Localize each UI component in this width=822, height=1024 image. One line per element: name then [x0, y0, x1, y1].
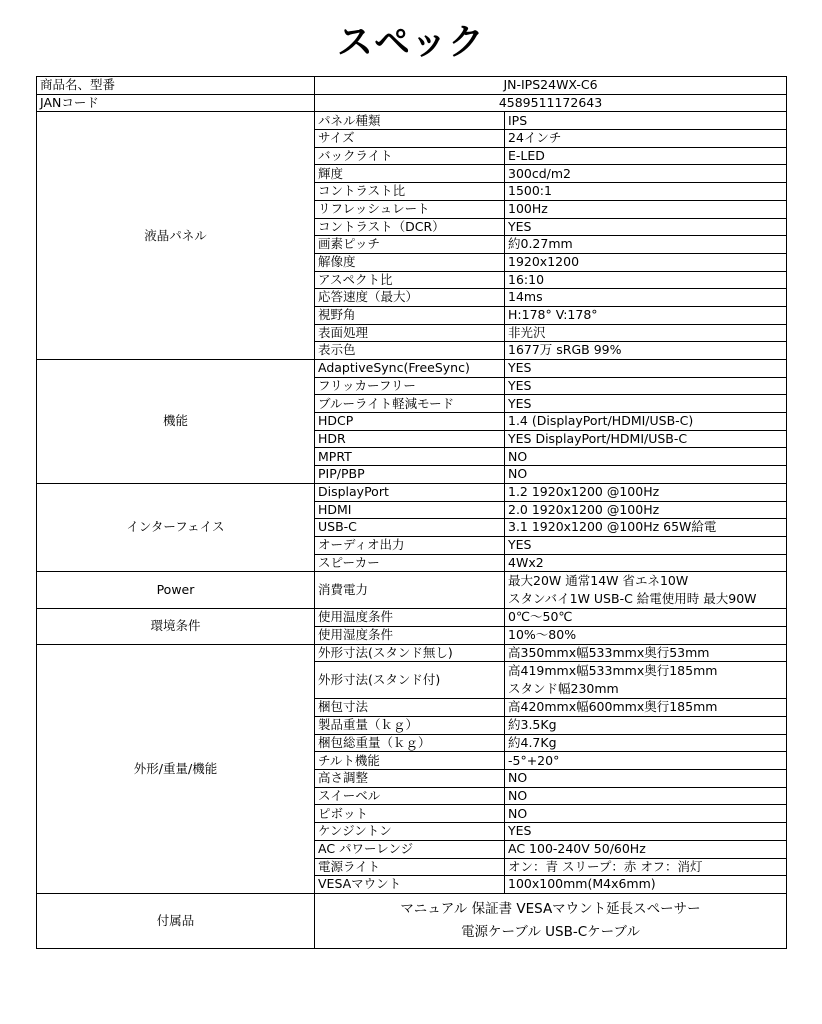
spec-label: 輝度 [315, 165, 505, 183]
spec-label: 応答速度（最大） [315, 289, 505, 307]
spec-value-power [505, 572, 787, 609]
spec-value: YES [505, 377, 787, 395]
spec-value: NO [505, 805, 787, 823]
spec-label: 電源ライト [315, 858, 505, 876]
spec-value: 高350mmx幅533mmx奥行53mm [505, 644, 787, 662]
spec-value: 約3.5Kg [505, 717, 787, 735]
spec-value: YES DisplayPort/HDMI/USB-C [505, 430, 787, 448]
category-power: Power [37, 572, 315, 609]
accessories-line-2: 電源ケーブル USB-Cケーブル [461, 923, 640, 940]
spec-value: 300cd/m2 [505, 165, 787, 183]
spec-value: 100x100mm(M4x6mm) [505, 876, 787, 894]
spec-value: H:178° V:178° [505, 306, 787, 324]
spec-value: 1500:1 [505, 183, 787, 201]
spec-value: 約4.7Kg [505, 734, 787, 752]
spec-value: IPS [505, 112, 787, 130]
power-line-2: スタンバイ1W USB-C 給電使用時 最大90W [508, 591, 757, 607]
spec-label: サイズ [315, 130, 505, 148]
spec-value: 1920x1200 [505, 253, 787, 271]
spec-label: オーディオ出力 [315, 536, 505, 554]
spec-label: 表示色 [315, 342, 505, 360]
spec-value: NO [505, 448, 787, 466]
spec-table [36, 76, 787, 949]
spec-row-power [37, 572, 787, 609]
row-jan-code [37, 94, 787, 112]
stand-dim-line-1: 高419mmx幅533mmx奥行185mm [508, 663, 718, 679]
power-line-1: 最大20W 通常14W 省エネ10W [508, 573, 689, 589]
spec-label: スピーカー [315, 554, 505, 572]
spec-label: MPRT [315, 448, 505, 466]
spec-value: AC 100-240V 50/60Hz [505, 840, 787, 858]
spec-value: オン：青 スリープ：赤 オフ：消灯 [505, 858, 787, 876]
spec-value: 14ms [505, 289, 787, 307]
spec-row [37, 112, 787, 130]
spec-label: 製品重量（ｋｇ） [315, 717, 505, 735]
spec-label: 解像度 [315, 253, 505, 271]
spec-label: ピボット [315, 805, 505, 823]
spec-value: YES [505, 360, 787, 378]
spec-value: 約0.27mm [505, 236, 787, 254]
spec-value: 10%～80% [505, 626, 787, 644]
spec-value: NO [505, 787, 787, 805]
spec-label: 表面処理 [315, 324, 505, 342]
spec-value: 24インチ [505, 130, 787, 148]
label-product-name: 商品名、型番 [37, 77, 315, 95]
spec-value: 1.4 (DisplayPort/HDMI/USB-C) [505, 413, 787, 431]
spec-value: 0℃～50℃ [505, 609, 787, 627]
spec-value: 100Hz [505, 200, 787, 218]
category-physical: 外形/重量/機能 [37, 644, 315, 893]
spec-row [37, 644, 787, 662]
spec-label: AdaptiveSync(FreeSync) [315, 360, 505, 378]
spec-label: VESAマウント [315, 876, 505, 894]
category-features: 機能 [37, 360, 315, 484]
spec-value: 4Wx2 [505, 554, 787, 572]
spec-label: 画素ピッチ [315, 236, 505, 254]
spec-label: バックライト [315, 147, 505, 165]
accessories-value [315, 893, 787, 948]
spec-value: -5°+20° [505, 752, 787, 770]
category-interface: インターフェイス [37, 483, 315, 571]
spec-value: 高420mmx幅600mmx奥行185mm [505, 699, 787, 717]
spec-label: スイーベル [315, 787, 505, 805]
spec-value: YES [505, 536, 787, 554]
spec-label: AC パワーレンジ [315, 840, 505, 858]
value-product-name: JN-IPS24WX-C6 [315, 77, 787, 95]
spec-label: USB-C [315, 519, 505, 537]
spec-label: HDR [315, 430, 505, 448]
spec-row [37, 483, 787, 501]
row-product-name [37, 77, 787, 95]
spec-row-accessories [37, 893, 787, 948]
spec-label: 消費電力 [315, 572, 505, 609]
spec-label: ケンジントン [315, 823, 505, 841]
spec-label: 高さ調整 [315, 770, 505, 788]
accessories-line-1: マニュアル 保証書 VESAマウント延長スペーサー [400, 900, 701, 917]
value-jan-code: 4589511172643 [315, 94, 787, 112]
label-jan-code: JANコード [37, 94, 315, 112]
category-panel: 液晶パネル [37, 112, 315, 360]
spec-label: HDMI [315, 501, 505, 519]
category-accessories: 付属品 [37, 893, 315, 948]
spec-value: 1677万 sRGB 99% [505, 342, 787, 360]
spec-label: ブルーライト軽減モード [315, 395, 505, 413]
spec-label: 外形寸法(スタンド付) [315, 662, 505, 699]
spec-label: リフレッシュレート [315, 200, 505, 218]
spec-label: DisplayPort [315, 483, 505, 501]
spec-value: 非光沢 [505, 324, 787, 342]
spec-value: YES [505, 218, 787, 236]
category-environment: 環境条件 [37, 609, 315, 644]
spec-value: E-LED [505, 147, 787, 165]
spec-row [37, 609, 787, 627]
spec-label: コントラスト比 [315, 183, 505, 201]
spec-label: チルト機能 [315, 752, 505, 770]
spec-value: 2.0 1920x1200 @100Hz [505, 501, 787, 519]
spec-label: PIP/PBP [315, 466, 505, 484]
spec-label: 梱包寸法 [315, 699, 505, 717]
spec-label: 梱包総重量（ｋｇ） [315, 734, 505, 752]
spec-label: パネル種類 [315, 112, 505, 130]
spec-label: 使用湿度条件 [315, 626, 505, 644]
spec-value: YES [505, 395, 787, 413]
spec-row [37, 360, 787, 378]
spec-label: フリッカーフリー [315, 377, 505, 395]
spec-value: YES [505, 823, 787, 841]
spec-label: 使用温度条件 [315, 609, 505, 627]
spec-label: HDCP [315, 413, 505, 431]
stand-dim-line-2: スタンド幅230mm [508, 681, 619, 697]
spec-value: 16:10 [505, 271, 787, 289]
spec-value: NO [505, 770, 787, 788]
spec-label: アスペクト比 [315, 271, 505, 289]
spec-label: 外形寸法(スタンド無し) [315, 644, 505, 662]
spec-value: 1.2 1920x1200 @100Hz [505, 483, 787, 501]
page-title: スペック [336, 22, 485, 63]
spec-label: コントラスト（DCR） [315, 218, 505, 236]
spec-label: 視野角 [315, 306, 505, 324]
spec-value-stand [505, 662, 787, 699]
spec-value: 3.1 1920x1200 @100Hz 65W給電 [505, 519, 787, 537]
spec-value: NO [505, 466, 787, 484]
